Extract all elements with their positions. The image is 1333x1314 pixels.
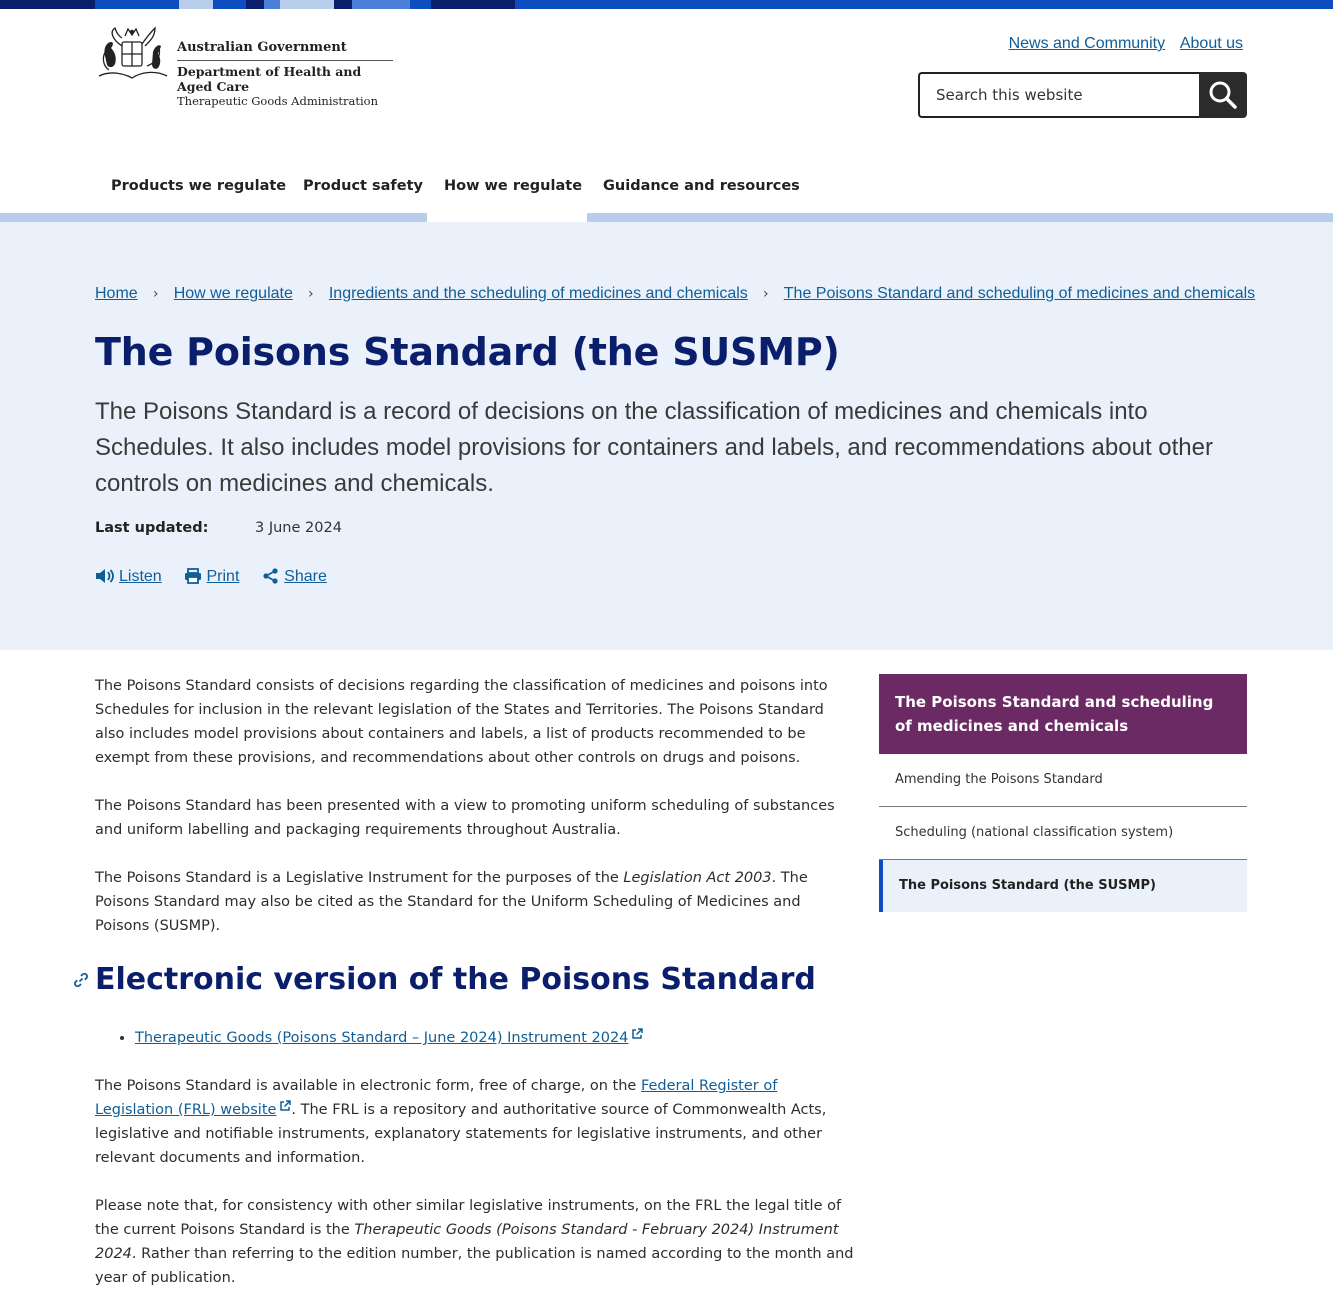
government-logo[interactable] [95,26,395,108]
nav-products-we-regulate[interactable]: Products we regulate [111,178,287,194]
nav-active-indicator [427,213,587,222]
page-intro: The Poisons Standard is a record of decisions on the classification of medicines and chemicals into Schedules. It also includes model provisions for containers and labels, and recommendations about other controls on medicines and chemicals. [95,398,1213,497]
nav-how-we-regulate[interactable]: How we regulate [444,178,583,194]
external-link-icon [279,1100,291,1112]
instrument-legal-title: Therapeutic Goods (Poisons Standard - February 2024) Instrument 2024 [95,1222,839,1262]
anchor-link-icon[interactable] [73,972,89,988]
sidenav-heading[interactable]: The Poisons Standard and scheduling of medicines and chemicals [879,674,1247,754]
section-side-navigation [879,674,1247,912]
print-link[interactable]: Print [206,568,240,585]
share-icon [262,568,280,584]
last-updated-date: 3 June 2024 [255,520,342,536]
body-paragraph-2: The Poisons Standard has been presented with a view to promoting uniform scheduling of substances and uniform labelling and packaging requirements throughout Australia. [95,798,835,838]
body-paragraph-5 [95,1194,855,1290]
chevron-right-icon: › [762,286,769,302]
p5-text-before: Please note that, for consistency with other similar legislative instruments, on the FRL the legal title of the current Poisons Standard is the [95,1198,842,1238]
sidenav-item-amending[interactable]: Amending the Poisons Standard [879,754,1247,807]
body-paragraph-3 [95,866,855,938]
page-title: The Poisons Standard (the SUSMP) [95,330,840,374]
logo-wordmark [177,40,395,108]
breadcrumb-ingredients[interactable]: Ingredients and the scheduling of medicines and chemicals [328,285,748,302]
nav-underline-bar [0,213,1333,222]
p5-text-after: . Rather than referring to the edition number, the publication is named according to the month and year of publication. [95,1246,854,1286]
chevron-right-icon: › [308,286,314,302]
body-paragraph-4 [95,1074,855,1170]
instrument-list [95,1026,643,1050]
top-color-bar [0,0,1333,9]
breadcrumb-home[interactable]: Home [95,285,138,302]
main-content [95,674,855,962]
p3-text-before: The Poisons Standard is a Legislative Instrument for the purposes of the [95,870,624,886]
page-hero [0,222,1333,650]
last-updated-label: Last updated: [95,520,209,536]
search-icon [1199,72,1247,118]
share-action[interactable] [262,567,327,586]
page-actions [95,567,345,586]
last-updated [95,520,342,536]
breadcrumb-how-we-regulate[interactable]: How we regulate [173,285,293,302]
chevron-right-icon: › [152,286,159,302]
listen-link[interactable]: Listen [119,568,162,585]
poisons-standard-instrument-link[interactable]: Therapeutic Goods (Poisons Standard – June 2024) Instrument 2024 [135,1030,629,1046]
logo-line-government: Australian Government [177,40,347,55]
external-link-icon [631,1028,643,1040]
listen-action[interactable] [95,567,162,586]
frl-website-link[interactable]: Federal Register of Legislation (FRL) website [95,1078,778,1118]
nav-guidance-and-resources[interactable]: Guidance and resources [603,178,800,194]
sidenav-item-susmp-current[interactable]: The Poisons Standard (the SUSMP) [879,860,1247,912]
breadcrumb [95,284,1255,303]
coat-of-arms-icon [95,26,171,84]
print-action[interactable] [184,567,239,586]
nav-product-safety[interactable]: Product safety [303,178,423,194]
about-us-link[interactable]: About us [1179,35,1243,52]
site-search [918,72,1247,118]
main-navigation [0,160,1333,222]
sidenav-item-scheduling[interactable]: Scheduling (national classification system) [879,807,1247,860]
search-button[interactable] [1199,72,1247,118]
printer-icon [184,568,202,584]
main-content-continued [95,1074,855,1314]
list-item [135,1026,643,1050]
p4-text-before: The Poisons Standard is available in electronic form, free of charge, on the [95,1078,641,1094]
news-and-community-link[interactable]: News and Community [1008,35,1166,52]
breadcrumb-poisons-standard-scheduling[interactable]: The Poisons Standard and scheduling of medicines and chemicals [783,285,1256,302]
share-link[interactable]: Share [284,568,327,585]
logo-line-agency: Therapeutic Goods Administration [177,94,378,108]
body-paragraph-1: The Poisons Standard consists of decisions regarding the classification of medicines and poisons into Schedules for inclusion in the relevant legislation of the States and Territories. The Poisons Standard also includes model provisions about containers and labels, a list of products recommended to be exempt from these provisions, and recommendations about other controls on drugs and poisons. [95,678,828,766]
utility-links [999,34,1243,53]
section-heading-text: Electronic version of the Poisons Standard [95,962,816,997]
p4-text-after: . The FRL is a repository and authoritative source of Commonwealth Acts, legislative and notifiable instruments, explanatory statements for legislative instruments, and other relevant documents and information. [95,1102,827,1166]
p3-text-after: . The Poisons Standard may also be cited as the Standard for the Uniform Scheduling of Medicines and Poisons (SUSMP). [95,870,808,934]
section-heading-electronic-version [95,962,816,997]
legislation-act-title: Legislation Act 2003 [623,870,772,886]
speaker-icon [95,568,115,584]
logo-line-department: Department of Health and Aged Care [177,64,362,94]
search-input[interactable] [918,72,1199,118]
